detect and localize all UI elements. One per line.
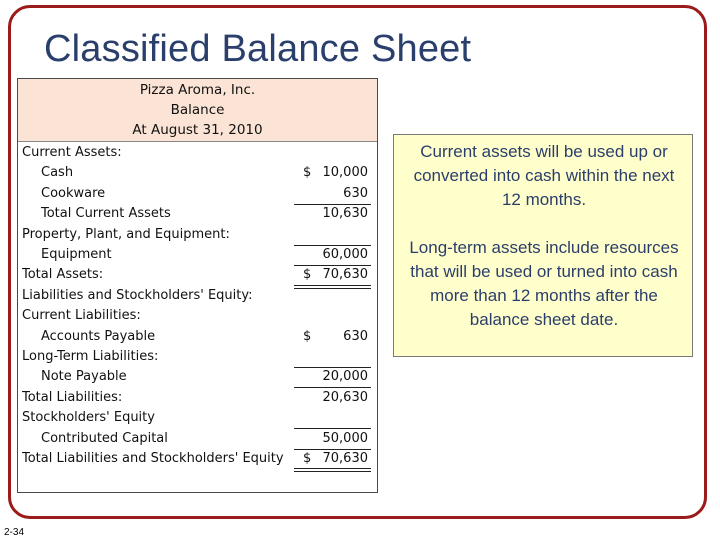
row-label: Long-Term Liabilities: xyxy=(22,349,159,364)
row-amount: 10,630 xyxy=(322,206,368,222)
row-label: Current Assets: xyxy=(22,145,122,160)
balance-sheet-header xyxy=(18,79,377,142)
row-amount: 630 xyxy=(343,328,368,344)
balance-sheet-row xyxy=(18,225,377,245)
row-amount: 10,000 xyxy=(322,165,368,181)
row-currency: $ xyxy=(303,165,312,181)
balance-sheet xyxy=(17,78,378,493)
statement-name: Balance xyxy=(170,102,225,118)
row-label: Cash xyxy=(41,165,74,181)
balance-sheet-row xyxy=(18,408,377,428)
row-amount: 50,000 xyxy=(322,430,368,446)
balance-sheet-row xyxy=(18,204,377,224)
row-label: Total Current Assets xyxy=(41,206,171,222)
double-rule xyxy=(294,288,371,289)
row-label: Cookware xyxy=(41,185,106,201)
double-rule xyxy=(294,285,371,286)
balance-sheet-row xyxy=(18,163,377,183)
balance-sheet-row xyxy=(18,327,377,347)
balance-sheet-row xyxy=(18,265,377,285)
row-label: Accounts Payable xyxy=(41,328,156,344)
row-label: Stockholders' Equity xyxy=(22,410,155,426)
company-name: Pizza Aroma, Inc. xyxy=(139,82,256,98)
row-label: Contributed Capital xyxy=(41,430,168,446)
amount-rule xyxy=(294,245,371,246)
slide-title: Classified Balance Sheet xyxy=(44,28,472,70)
row-label: Note Payable xyxy=(41,369,127,385)
balance-sheet-row xyxy=(18,449,377,469)
row-label: Equipment xyxy=(41,247,112,262)
row-amount: 20,000 xyxy=(322,369,368,385)
row-label: Current Liabilities: xyxy=(22,308,141,324)
row-label: Property, Plant, and Equipment: xyxy=(22,226,230,242)
current-assets-note: Current assets will be used up or converted into cash within the next 12 months. xyxy=(413,142,675,209)
row-label: Total Assets: xyxy=(22,267,104,283)
row-currency: $ xyxy=(303,267,312,283)
row-label: Total Liabilities: xyxy=(22,389,123,405)
amount-rule xyxy=(294,204,371,205)
row-amount: 70,630 xyxy=(322,451,368,466)
balance-sheet-row xyxy=(18,286,377,306)
row-label: Total Liabilities and Stockholders' Equity xyxy=(22,451,284,466)
row-amount: 630 xyxy=(343,185,368,201)
row-amount: 20,630 xyxy=(322,389,368,405)
balance-sheet-row xyxy=(18,143,377,163)
row-currency: $ xyxy=(303,451,312,466)
amount-rule xyxy=(294,449,371,450)
amount-rule xyxy=(294,367,371,368)
amount-rule xyxy=(294,265,371,266)
row-label: Liabilities and Stockholders' Equity: xyxy=(22,287,253,303)
balance-sheet-row xyxy=(18,245,377,265)
row-amount: 70,630 xyxy=(322,267,368,283)
balance-sheet-row xyxy=(18,184,377,204)
balance-sheet-row xyxy=(18,347,377,367)
slide-number: 2-34 xyxy=(4,527,25,538)
statement-date: At August 31, 2010 xyxy=(132,122,263,138)
double-rule xyxy=(294,468,371,469)
explanation-note xyxy=(393,134,693,357)
balance-sheet-row xyxy=(18,367,377,387)
amount-rule xyxy=(294,387,371,388)
balance-sheet-row xyxy=(18,306,377,326)
balance-sheet-row xyxy=(18,388,377,408)
row-amount: 60,000 xyxy=(322,247,368,262)
long-term-assets-note: Long-term assets include resources that will be used or turned into cash more than 12 months after the balance sheet date. xyxy=(409,238,679,329)
double-rule xyxy=(294,471,371,472)
amount-rule xyxy=(294,428,371,429)
row-currency: $ xyxy=(303,328,312,344)
balance-sheet-row xyxy=(18,429,377,449)
